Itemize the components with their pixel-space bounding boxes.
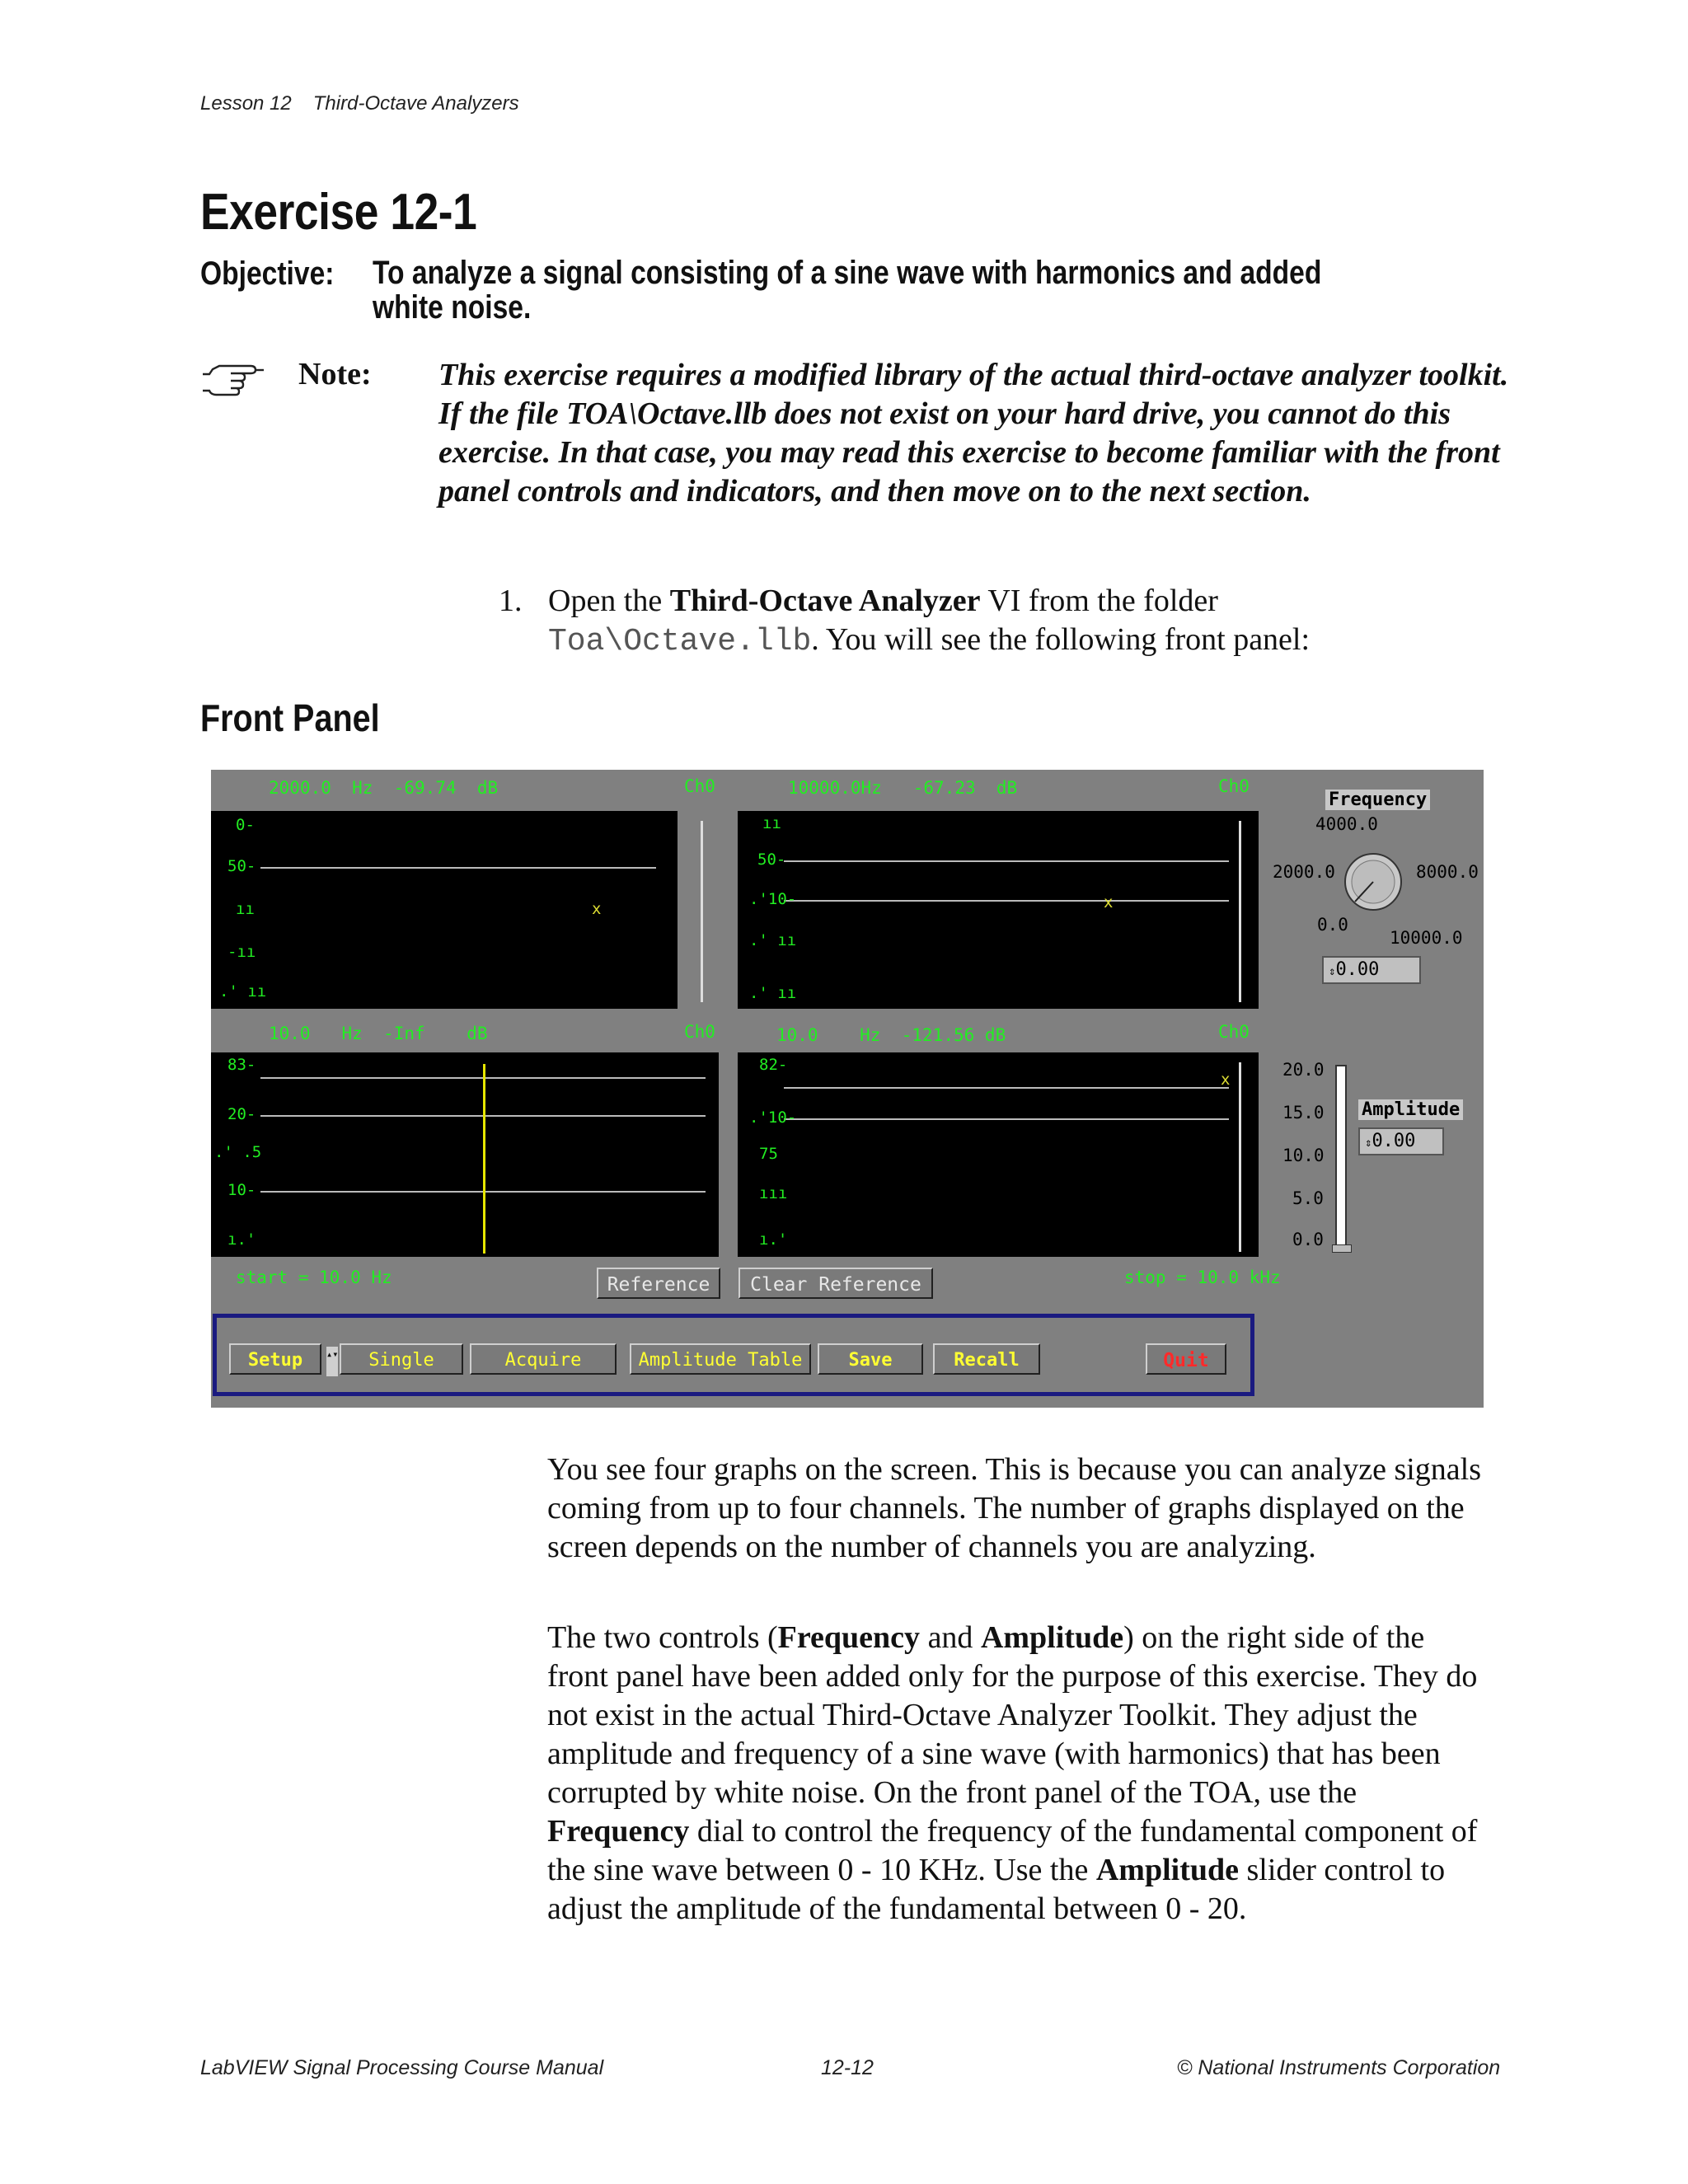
graph1-freq: 2000.0 (269, 778, 331, 798)
front-panel (211, 770, 1484, 1408)
graph3-tick: 10- (227, 1181, 256, 1199)
graph2-tick: ıı (762, 814, 781, 832)
quit-button[interactable]: Quit (1146, 1343, 1226, 1375)
amplitude-tick: 10.0 (1282, 1146, 1325, 1165)
para2-bold-frequency: Frequency (777, 1620, 921, 1655)
running-header (200, 92, 519, 115)
step-folder-path: Toa\Octave.llb (548, 624, 812, 659)
graph4-db: dB (984, 1025, 1006, 1045)
graph2-tick: .' ıı (749, 984, 797, 1002)
graph4-channel: Ch0 (1218, 1022, 1250, 1042)
graph4-level: -121.56 (901, 1025, 975, 1045)
graph4-tick: 82- (759, 1056, 788, 1074)
graph3-freq: 10.0 (269, 1024, 311, 1043)
graph1-level: -69.74 (393, 778, 457, 798)
pointing-hand-icon (201, 363, 265, 401)
front-panel-heading: Front Panel (200, 696, 380, 739)
objective-label: Objective: (200, 255, 335, 292)
amplitude-stepper-icon[interactable]: ⇕ (1365, 1137, 1372, 1150)
amplitude-tick: 20.0 (1282, 1060, 1325, 1080)
frequency-dial[interactable] (1342, 851, 1404, 913)
graph2-marker: x (1104, 893, 1114, 912)
footer-right: © National Instruments Corporation (1177, 2056, 1501, 2079)
graph1-tick: .' ıı (219, 982, 267, 1001)
graph4-freq: 10.0 (776, 1025, 818, 1045)
para2-bold-frequency-2: Frequency (547, 1814, 690, 1849)
frequency-tick-min: 0.0 (1317, 915, 1348, 935)
step-text-pre: Open the (548, 583, 670, 618)
para2-text-1: The two controls ( (547, 1620, 778, 1655)
spectrum-graph-2 (738, 811, 1259, 1009)
amplitude-slider[interactable] (1335, 1065, 1347, 1246)
graph2-tick: 50- (757, 851, 786, 869)
frequency-tick-right: 8000.0 (1416, 862, 1479, 882)
para2-text-5: slider control to adjust the amplitude of the fundamental between 0 - 20. (547, 1853, 1446, 1926)
graph1-channel: Ch0 (684, 776, 715, 796)
amplitude-tick: 0.0 (1292, 1230, 1324, 1249)
footer-left: LabVIEW Signal Processing Course Manual (200, 2056, 604, 2079)
amplitude-tick: 15.0 (1282, 1103, 1325, 1122)
frequency-tick-top: 4000.0 (1315, 814, 1378, 834)
graph2-gridline (784, 900, 1229, 902)
graph4-gridline (784, 1087, 1229, 1089)
graph4-tick: ııı (759, 1184, 788, 1202)
graph-header-2 (788, 778, 1017, 798)
start-frequency-label: start = 10.0 Hz (236, 1268, 392, 1287)
step-text (548, 582, 1537, 661)
graph2-channel: Ch0 (1218, 776, 1250, 796)
note-text: This exercise requires a modified library of the actual third-octave analyzer toolkit. If the file TOA\Octave.llb does not exist on your hard drive, you cannot do this exercise. In that case, you may read this exercise to become familiar with the front panel controls and indicators, and then move on to the next section. (438, 358, 1509, 509)
graph2-unit: Hz (860, 778, 882, 798)
graph3-level: -Inf (383, 1024, 425, 1043)
graph3-db: dB (467, 1024, 488, 1043)
graph2-tick: .' ıı (749, 931, 797, 949)
spectrum-graph-4 (738, 1052, 1259, 1257)
objective-text: To analyze a signal consisting of a sine wave with harmonics and added white noise. (373, 255, 1322, 326)
para2-text-3: ) on the right side of the front panel have been added only for the purpose of this exercise. They do not exist in the actual Third-Octave Analyzer Toolkit. They adjust the amplitude and frequency of a sine wave (with harmonics) that has been corrupted by white noise. On the front panel of the TOA, use the (547, 1620, 1478, 1810)
graph-header-1 (269, 778, 498, 798)
amplitude-value-text: 0.00 (1372, 1131, 1416, 1151)
header-section: Third-Octave Analyzers (312, 92, 519, 115)
header-lesson: Lesson 12 (200, 92, 292, 115)
amplitude-label: Amplitude (1358, 1099, 1463, 1120)
graph4-tick: 75 (759, 1145, 778, 1163)
graph1-tick: -ıı (227, 943, 256, 961)
graph1-db: dB (476, 778, 499, 798)
graph1-unit: Hz (352, 778, 373, 798)
graph2-freq: 10000.0 (788, 778, 861, 798)
reference-button[interactable]: Reference (597, 1268, 720, 1299)
graph-header-3 (269, 1024, 488, 1043)
mode-stepper-icon[interactable]: ▴▾ (326, 1347, 338, 1376)
frequency-tick-max: 10000.0 (1390, 928, 1463, 948)
graph4-cursor (1239, 1062, 1241, 1252)
graph3-tick: ı.' (227, 1230, 256, 1249)
graph2-gridline (784, 860, 1229, 862)
graph2-level: -67.23 (912, 778, 976, 798)
frequency-value[interactable] (1322, 956, 1421, 984)
graph4-tick: ı.' (759, 1230, 788, 1249)
amplitude-slider-thumb[interactable] (1332, 1244, 1352, 1253)
graph4-tick: .'10- (749, 1108, 797, 1127)
graph4-unit: Hz (860, 1025, 881, 1045)
frequency-value-text: 0.00 (1335, 959, 1380, 980)
graph1-tick: 0- (236, 816, 255, 834)
amplitude-tick: 5.0 (1292, 1188, 1324, 1208)
graph3-tick: .' .5 (214, 1143, 262, 1161)
para2-bold-amplitude-2: Amplitude (1095, 1853, 1239, 1887)
paragraph-graphs: You see four graphs on the screen. This is because you can analyze signals coming from up to four channels. The number of graphs displayed on the screen depends on the number of channels you are analyzing. (547, 1452, 1482, 1564)
step-text-post: . You will see the following front panel: (811, 622, 1311, 657)
spectrum-graph-3 (211, 1052, 719, 1257)
graph1-tick: ıı (236, 900, 255, 918)
graph1-marker: x (592, 900, 602, 918)
frequency-tick-left: 2000.0 (1273, 862, 1335, 882)
graph1-cursor (701, 821, 703, 1002)
para2-bold-amplitude: Amplitude (980, 1620, 1124, 1655)
graph3-tick: 20- (227, 1105, 256, 1123)
mode-select[interactable]: Single (340, 1343, 463, 1375)
para2-text-2: and (920, 1620, 981, 1655)
graph2-db: dB (996, 778, 1018, 798)
graph3-channel: Ch0 (684, 1022, 715, 1042)
page-title: Exercise 12-1 (200, 184, 477, 241)
graph1-gridline (260, 867, 656, 869)
frequency-label: Frequency (1325, 790, 1430, 810)
paragraph-controls (547, 1619, 1487, 1929)
graph4-marker: x (1221, 1071, 1231, 1089)
graph1-tick: 50- (227, 857, 256, 875)
graph3-tick: 83- (227, 1056, 256, 1074)
setup-button[interactable]: Setup (229, 1343, 321, 1375)
step-number: 1. (499, 583, 523, 618)
frequency-stepper-icon[interactable]: ⇕ (1329, 965, 1336, 978)
graph4-gridline (784, 1118, 1229, 1120)
spectrum-graph-1 (211, 811, 678, 1009)
recall-button[interactable]: Recall (933, 1343, 1040, 1375)
clear-reference-button[interactable]: Clear Reference (738, 1268, 933, 1299)
amplitude-value[interactable] (1358, 1127, 1444, 1155)
graph2-tick: .'10- (749, 890, 797, 908)
step-text-mid: VI from the folder (980, 583, 1218, 618)
acquire-button[interactable]: Acquire (470, 1343, 617, 1375)
step-vi-name: Third-Octave Analyzer (669, 583, 981, 618)
amplitude-table-button[interactable]: Amplitude Table (630, 1343, 811, 1375)
graph2-cursor (1239, 821, 1241, 1002)
graph-header-4 (776, 1025, 1006, 1045)
para2-text-4: dial to control the frequency of the fundamental component of the sine wave between 0 - 10 KHz. Use the (547, 1814, 1478, 1887)
note-label: Note: (298, 357, 372, 391)
stop-frequency-label: stop = 10.0 kHz (1124, 1268, 1281, 1287)
graph3-signal-line (483, 1064, 485, 1254)
footer-page-number: 12-12 (821, 2056, 874, 2079)
graph3-unit: Hz (341, 1024, 363, 1043)
save-button[interactable]: Save (818, 1343, 923, 1375)
